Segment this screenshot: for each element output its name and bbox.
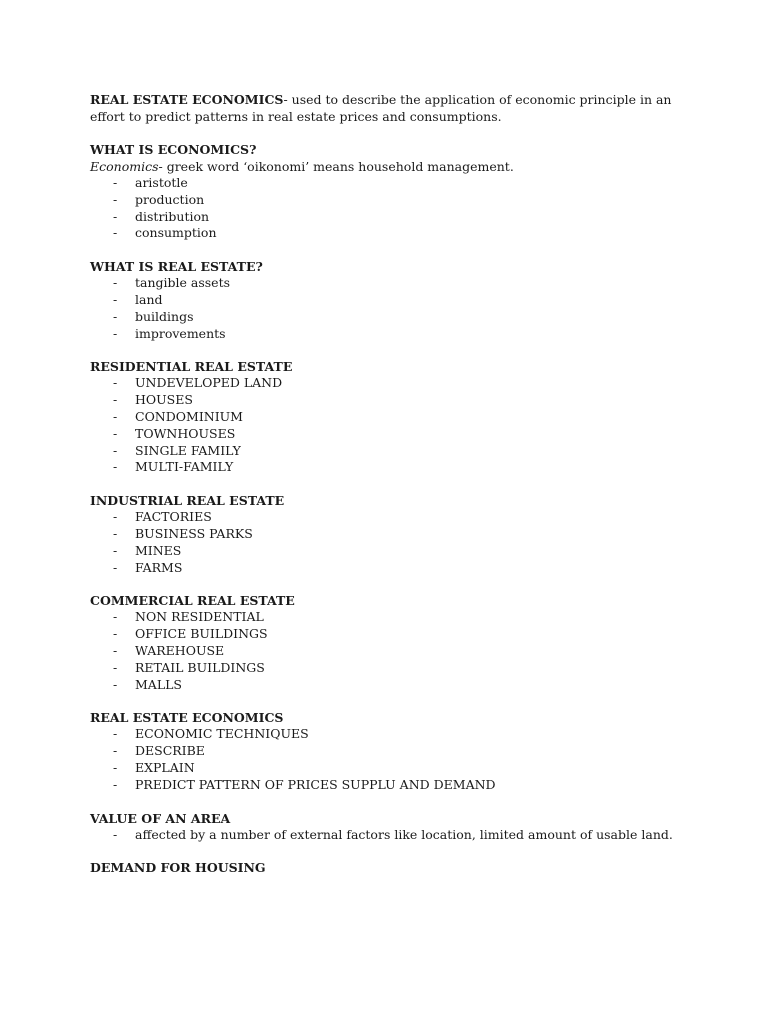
list-item bbox=[90, 292, 690, 309]
bullet-dash: - bbox=[113, 559, 118, 575]
bullet-dash: - bbox=[113, 759, 118, 775]
list-item bbox=[90, 192, 690, 209]
list-item bbox=[90, 275, 690, 292]
list-item-text: land bbox=[135, 291, 163, 307]
intro-definition: - used to describe the application of economic principle in an effort to predict patterns in real estate prices and consumptions. bbox=[90, 92, 672, 124]
bullet-dash: - bbox=[113, 509, 118, 525]
list-item bbox=[90, 760, 690, 777]
list-item bbox=[90, 827, 690, 844]
list-item-text: DESCRIBE bbox=[135, 743, 205, 759]
section-heading: VALUE OF AN AREA bbox=[90, 810, 231, 826]
section bbox=[90, 810, 690, 844]
list-item-text: buildings bbox=[135, 308, 194, 324]
section bbox=[90, 358, 690, 476]
bullet-dash: - bbox=[113, 659, 118, 675]
list-item-text: RETAIL BUILDINGS bbox=[135, 659, 265, 675]
list-item-text: improvements bbox=[135, 325, 226, 341]
bullet-dash: - bbox=[113, 408, 118, 424]
bullet-dash: - bbox=[113, 275, 118, 291]
list-item bbox=[90, 609, 690, 626]
bullet-dash: - bbox=[113, 191, 118, 207]
bullet-dash: - bbox=[113, 225, 118, 241]
bullet-dash: - bbox=[113, 308, 118, 324]
list-item-text: OFFICE BUILDINGS bbox=[135, 626, 268, 642]
section-heading: INDUSTRIAL REAL ESTATE bbox=[90, 493, 285, 509]
list-item bbox=[90, 526, 690, 543]
list-item-text: SINGLE FAMILY bbox=[135, 442, 241, 458]
section-definition bbox=[90, 158, 690, 175]
list-item-text: tangible assets bbox=[135, 275, 231, 291]
list-item bbox=[90, 643, 690, 660]
list-item-text: BUSINESS PARKS bbox=[135, 525, 253, 541]
section bbox=[90, 709, 690, 793]
list-item-text: MALLS bbox=[135, 676, 182, 692]
list-item bbox=[90, 309, 690, 326]
list-item-text: production bbox=[135, 191, 205, 207]
list-item-text: aristotle bbox=[135, 175, 188, 190]
list-item bbox=[90, 777, 690, 794]
bullet-dash: - bbox=[113, 291, 118, 307]
list-item-text: FACTORIES bbox=[135, 509, 212, 525]
section-heading: REAL ESTATE ECONOMICS bbox=[90, 710, 284, 726]
intro-term: REAL ESTATE ECONOMICS bbox=[90, 92, 284, 107]
section bbox=[90, 859, 690, 876]
bullet-dash: - bbox=[113, 425, 118, 441]
bullet-dash: - bbox=[113, 542, 118, 558]
bullet-list bbox=[90, 827, 690, 844]
bullet-list bbox=[90, 175, 690, 242]
list-item-text: TOWNHOUSES bbox=[135, 425, 236, 441]
list-item bbox=[90, 326, 690, 343]
list-item bbox=[90, 660, 690, 677]
list-item-text: MULTI-FAMILY bbox=[135, 459, 234, 475]
list-item-text: ECONOMIC TECHNIQUES bbox=[135, 726, 309, 742]
list-item bbox=[90, 743, 690, 760]
list-item-text: affected by a number of external factors like location, limited amount of usable land. bbox=[135, 826, 673, 842]
section bbox=[90, 592, 690, 693]
bullet-dash: - bbox=[113, 609, 118, 625]
bullet-list bbox=[90, 275, 690, 342]
list-item bbox=[90, 426, 690, 443]
definition-term: Economics bbox=[90, 159, 159, 174]
section-heading: WHAT IS ECONOMICS? bbox=[90, 142, 257, 157]
bullet-dash: - bbox=[113, 459, 118, 475]
list-item-text: UNDEVELOPED LAND bbox=[135, 375, 283, 391]
list-item bbox=[90, 543, 690, 560]
bullet-dash: - bbox=[113, 175, 118, 190]
list-item-text: HOUSES bbox=[135, 392, 193, 408]
bullet-dash: - bbox=[113, 676, 118, 692]
section bbox=[90, 492, 690, 576]
list-item-text: distribution bbox=[135, 208, 210, 224]
section bbox=[90, 141, 690, 242]
section bbox=[90, 258, 690, 342]
section-heading: WHAT IS REAL ESTATE? bbox=[90, 259, 263, 275]
list-item-text: FARMS bbox=[135, 559, 183, 575]
list-item-text: EXPLAIN bbox=[135, 759, 195, 775]
list-item bbox=[90, 443, 690, 460]
bullet-dash: - bbox=[113, 325, 118, 341]
list-item bbox=[90, 409, 690, 426]
bullet-list bbox=[90, 509, 690, 576]
bullet-dash: - bbox=[113, 743, 118, 759]
list-item-text: consumption bbox=[135, 225, 217, 241]
document-content bbox=[90, 91, 690, 892]
list-item bbox=[90, 225, 690, 242]
list-item bbox=[90, 375, 690, 392]
list-item bbox=[90, 459, 690, 476]
sections-container bbox=[90, 141, 690, 876]
list-item bbox=[90, 209, 690, 226]
list-item-text: WAREHOUSE bbox=[135, 642, 225, 658]
bullet-list bbox=[90, 726, 690, 793]
list-item bbox=[90, 677, 690, 694]
list-item-text: MINES bbox=[135, 542, 182, 558]
bullet-list bbox=[90, 609, 690, 693]
bullet-dash: - bbox=[113, 626, 118, 642]
list-item bbox=[90, 726, 690, 743]
section-heading: DEMAND FOR HOUSING bbox=[90, 860, 266, 876]
list-item-text: CONDOMINIUM bbox=[135, 408, 243, 424]
definition-text: - greek word ‘oikonomi’ means household management. bbox=[158, 159, 514, 174]
section-heading: COMMERCIAL REAL ESTATE bbox=[90, 593, 295, 609]
bullet-dash: - bbox=[113, 525, 118, 541]
list-item-text: PREDICT PATTERN OF PRICES SUPPLU AND DEMAND bbox=[135, 776, 496, 792]
section-heading: RESIDENTIAL REAL ESTATE bbox=[90, 359, 293, 375]
bullet-dash: - bbox=[113, 208, 118, 224]
bullet-dash: - bbox=[113, 726, 118, 742]
list-item-text: NON RESIDENTIAL bbox=[135, 609, 264, 625]
bullet-dash: - bbox=[113, 442, 118, 458]
bullet-dash: - bbox=[113, 826, 118, 842]
bullet-list bbox=[90, 375, 690, 476]
bullet-dash: - bbox=[113, 375, 118, 391]
list-item bbox=[90, 392, 690, 409]
list-item bbox=[90, 509, 690, 526]
list-item bbox=[90, 560, 690, 577]
list-item bbox=[90, 626, 690, 643]
bullet-dash: - bbox=[113, 642, 118, 658]
list-item bbox=[90, 175, 690, 192]
bullet-dash: - bbox=[113, 776, 118, 792]
bullet-dash: - bbox=[113, 392, 118, 408]
intro-paragraph bbox=[90, 91, 690, 125]
